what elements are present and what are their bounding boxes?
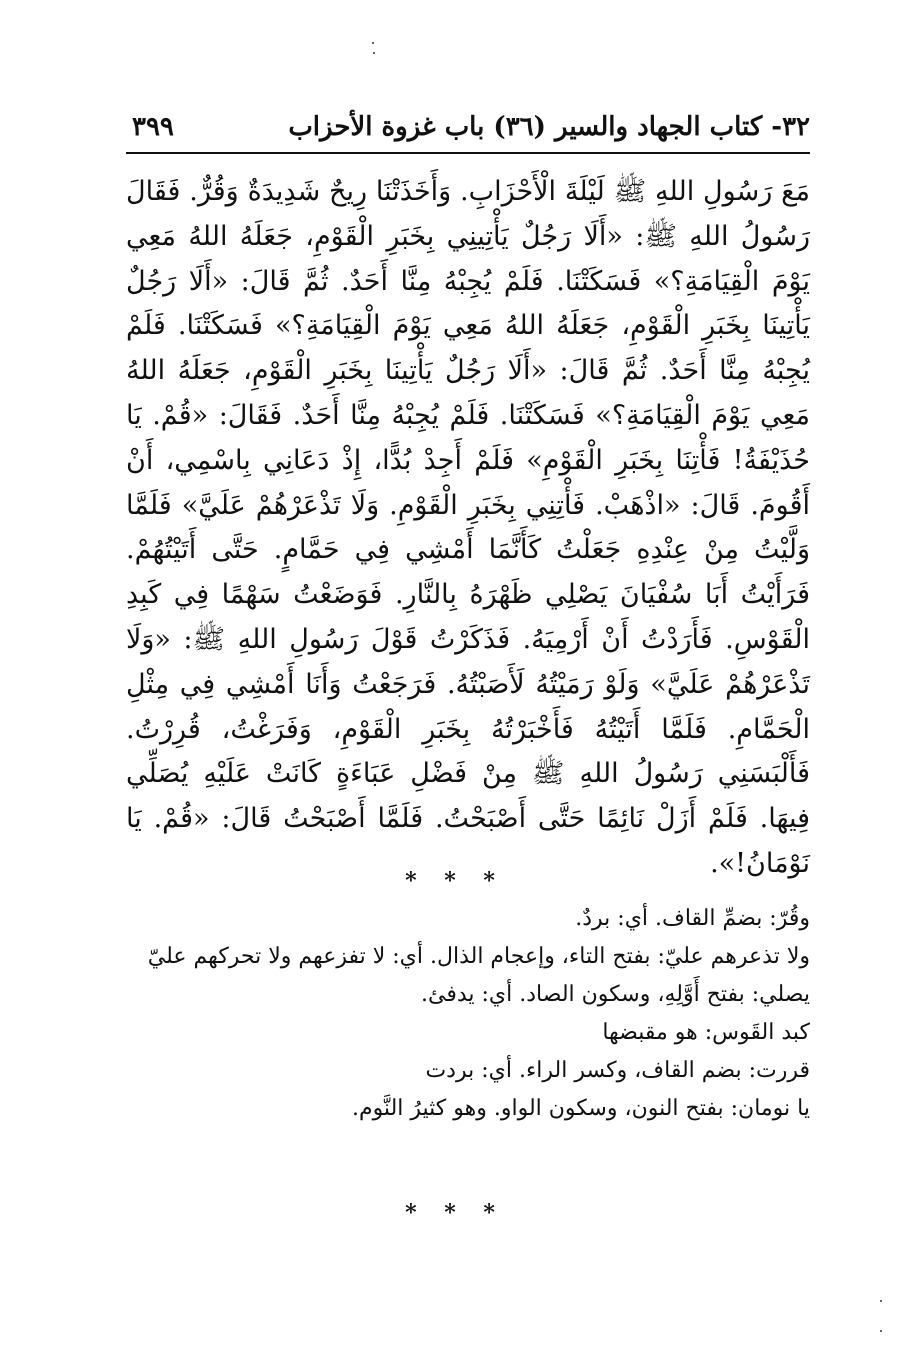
- scan-speck: [880, 1300, 882, 1302]
- hadith-text: مَعَ رَسُولِ اللهِ ﷺ لَيْلَةَ الْأَحْزَابِ. وَأَخَذَتْنَا رِيحٌ شَدِيدَةٌ وَقُرٌّ. فَقَالَ رَسُولُ اللهِ ﷺ: «أَلَا رَجُلٌ يَأْتِينِي بِخَبَرِ الْقَوْمِ، جَعَلَهُ اللهُ مَعِي يَوْمَ الْقِيَامَةِ؟» فَسَكَتْنَا. فَلَمْ يُجِبْهُ مِنَّا أَحَدٌ. ثُمَّ قَالَ: «أَلَا رَجُلٌ يَأْتِينَا بِخَبَرِ الْقَوْمِ، جَعَلَهُ اللهُ مَعِي يَوْمَ الْقِيَامَةِ؟» فَسَكَتْنَا. فَلَمْ يُجِبْهُ مِنَّا أَحَدٌ. ثُمَّ قَالَ: «أَلَا رَجُلٌ يَأْتِينَا بِخَبَرِ الْقَوْمِ، جَعَلَهُ اللهُ مَعِي يَوْمَ الْقِيَامَةِ؟» فَسَكَتْنَا. فَلَمْ يُجِبْهُ مِنَّا أَحَدٌ. فَقَالَ: «قُمْ. يَا حُذَيْفَةُ! فَأْتِنَا بِخَبَرِ الْقَوْمِ» فَلَمْ أَجِدْ بُدًّا، إِذْ دَعَانِي بِاسْمِي، أَنْ أَقُومَ. قَالَ: «اذْهَبْ. فَأْتِنِي بِخَبَرِ الْقَوْمِ. وَلَا تَذْعَرْهُمْ عَلَيَّ» فَلَمَّا وَلَّيْتُ مِنْ عِنْدِهِ جَعَلْتُ كَأَنَّمَا أَمْشِي فِي حَمَّامٍ. حَتَّى أَتَيْتُهُمْ. فَرَأَيْتُ أَبَا سُفْيَانَ يَصْلِي ظَهْرَهُ بِالنَّارِ. فَوَضَعْتُ سَهْمًا فِي كَبِدِ الْقَوْسِ. فَأَرَدْتُ أَنْ أَرْمِيَهُ. فَذَكَرْتُ قَوْلَ رَسُولِ اللهِ ﷺ: «وَلَا تَذْعَرْهُمْ عَلَيَّ» وَلَوْ رَمَيْتُهُ لَأَصَبْتُهُ. فَرَجَعْتُ وَأَنَا أَمْشِي فِي مِثْلِ الْحَمَّامِ. فَلَمَّا أَتَيْتُهُ فَأَخْبَرْتُهُ بِخَبَرِ الْقَوْمِ، وَفَرَغْتُ، قُرِرْتُ. فَأَلْبَسَنِي رَسُولُ اللهِ ﷺ مِنْ فَضْلِ عَبَاءَةٍ كَانَتْ عَلَيْهِ يُصَلِّي فِيهَا. فَلَمْ أَزَلْ نَائِمًا حَتَّى أَصْبَحْتُ. فَلَمَّا أَصْبَحْتُ قَالَ: «قُمْ. يَا نَوْمَانُ!».: [126, 176, 810, 879]
- glossary-entry: يا نومان: بفتح النون، وسكون الواو. وهو كثيرُ النَّوم.: [351, 1096, 810, 1121]
- scan-speck: [373, 52, 375, 54]
- glossary-entry: وقُرّ: بضمِّ القاف. أي: بردٌ.: [575, 906, 810, 931]
- glossary-entry: يصلي: بفتح أَوَّلِهِ، وسكون الصاد. أي: يدفئ.: [421, 982, 810, 1007]
- glossary-entry: قررت: بضم القاف، وكسر الراء. أي: بردت: [425, 1058, 810, 1083]
- running-title: ٣٢- كتاب الجهاد والسير (٣٦) باب غزوة الأحزاب: [288, 112, 810, 142]
- section-separator: * * *: [405, 868, 505, 894]
- page-header: [126, 108, 810, 154]
- page-number: ٣٩٩: [132, 112, 174, 142]
- glossary: [126, 900, 810, 1128]
- section-separator: * * *: [405, 1200, 505, 1226]
- scan-speck: [372, 42, 374, 44]
- glossary-entry: كبد القَوس: هو مقبضها: [602, 1020, 810, 1045]
- glossary-entry: ولا تذعرهم عليّ: بفتح التاء، وإعجام الذال. أي: لا تفزعهم ولا تحركهم عليّ: [147, 944, 810, 969]
- scan-speck: [880, 1330, 882, 1332]
